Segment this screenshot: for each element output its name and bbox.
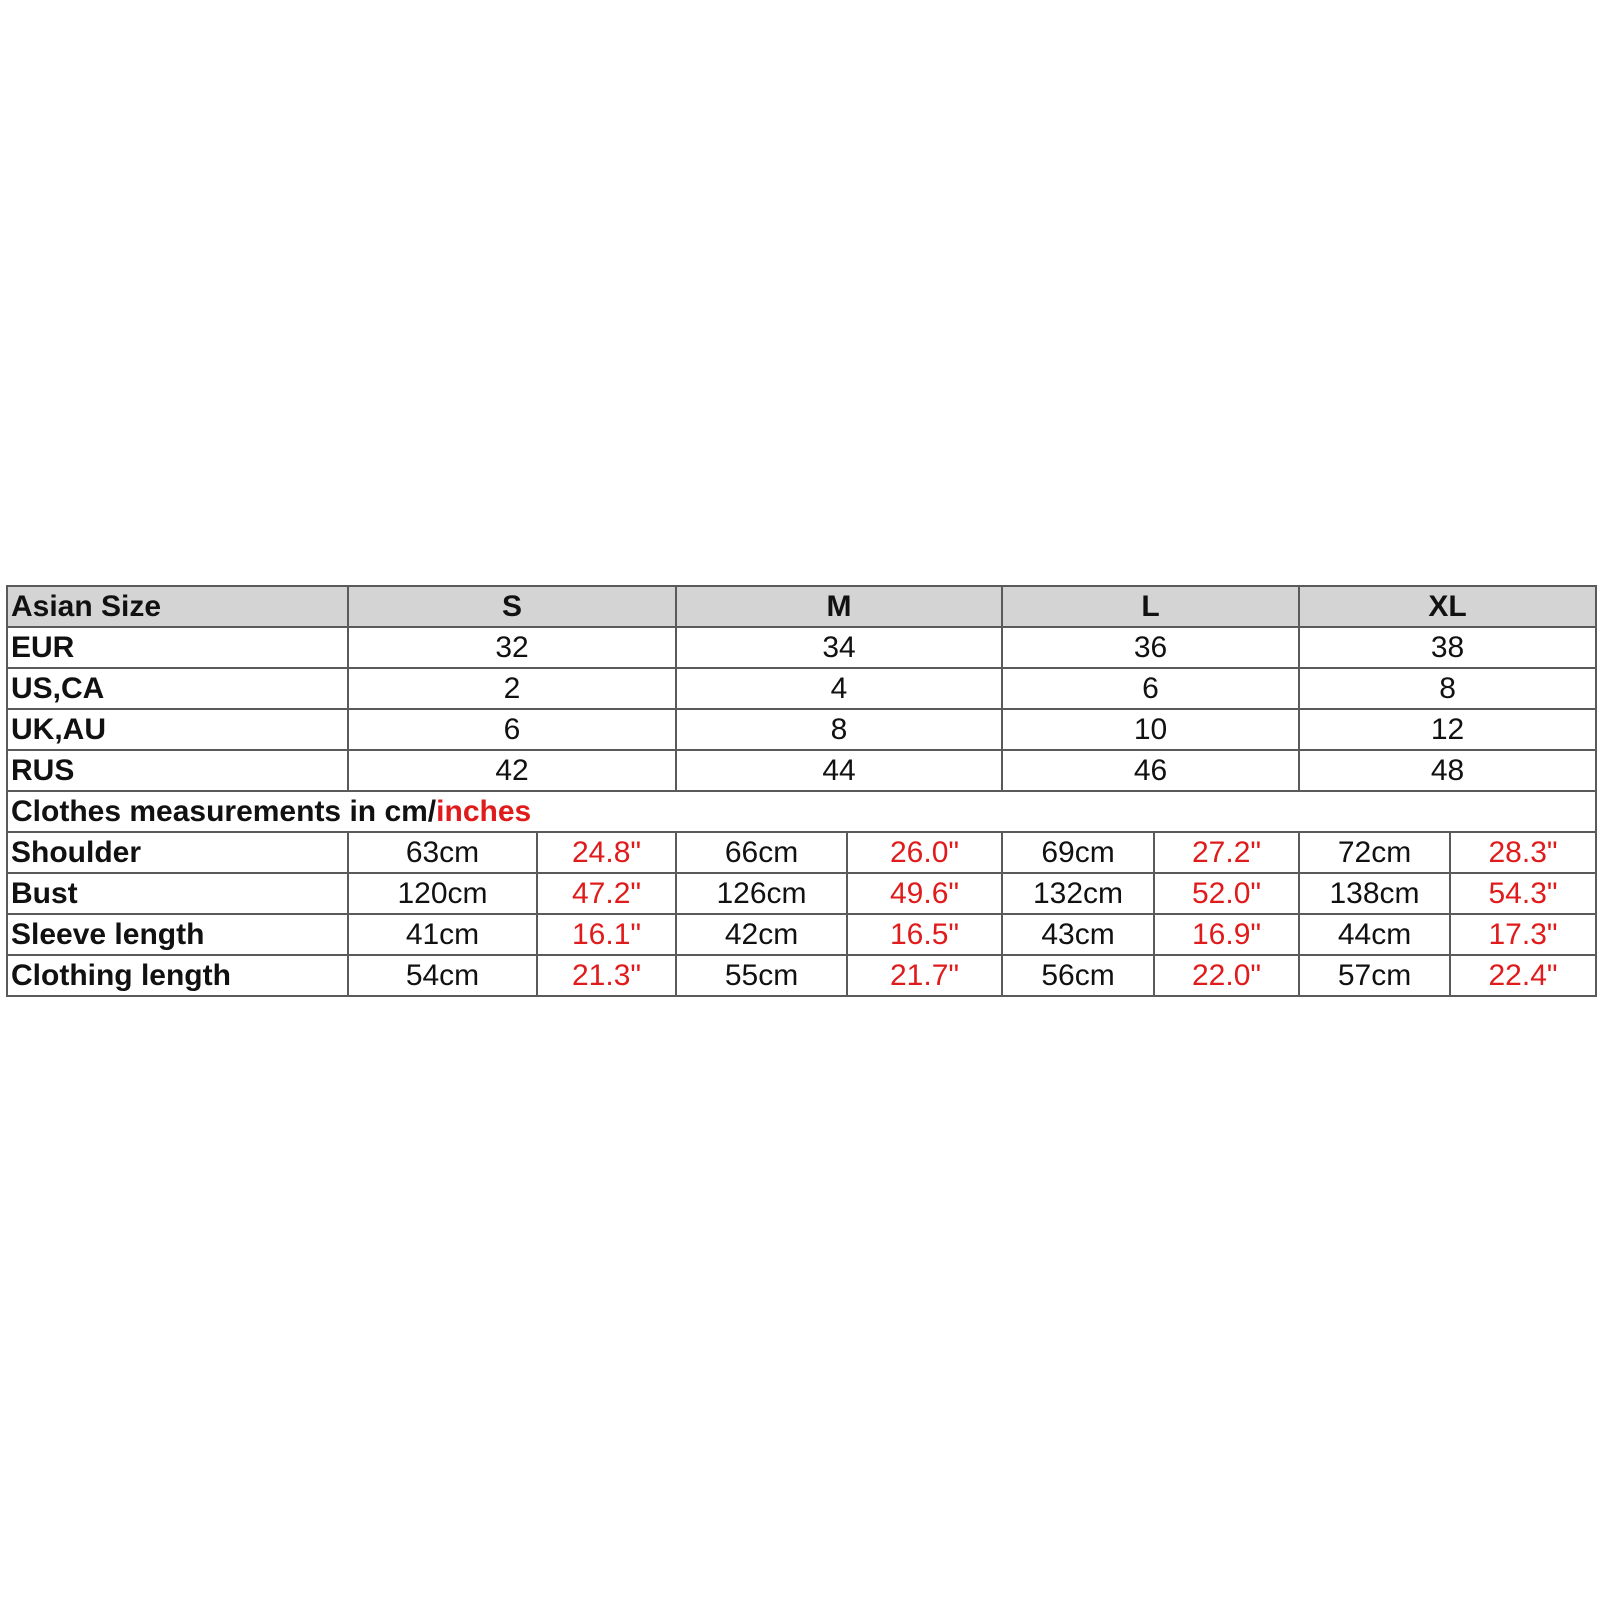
cm-cell: 69cm (1002, 832, 1154, 873)
row-label: US,CA (7, 668, 348, 709)
table-cell: 8 (676, 709, 1002, 750)
cm-cell: 66cm (676, 832, 847, 873)
table-cell: 32 (348, 627, 676, 668)
section-title-inches: inches (436, 795, 532, 828)
conversion-row-eur (7, 627, 1596, 668)
inch-cell: 16.9" (1154, 914, 1299, 955)
conversion-row-us-ca (7, 668, 1596, 709)
table-cell: 38 (1299, 627, 1596, 668)
table-cell: 34 (676, 627, 1002, 668)
conversion-row-rus (7, 750, 1596, 791)
table-cell: 2 (348, 668, 676, 709)
cm-cell: 63cm (348, 832, 537, 873)
measurement-row-clothing-length (7, 955, 1596, 996)
measurements-section-title (7, 791, 1596, 832)
table-cell: 6 (348, 709, 676, 750)
size-l-header: L (1002, 586, 1299, 627)
row-label: RUS (7, 750, 348, 791)
cm-cell: 132cm (1002, 873, 1154, 914)
inch-cell: 27.2" (1154, 832, 1299, 873)
cm-cell: 55cm (676, 955, 847, 996)
size-s-header: S (348, 586, 676, 627)
table-cell: 6 (1002, 668, 1299, 709)
row-label: Sleeve length (7, 914, 348, 955)
inch-cell: 54.3" (1450, 873, 1596, 914)
cm-cell: 57cm (1299, 955, 1450, 996)
measurement-row-bust (7, 873, 1596, 914)
inch-cell: 21.3" (537, 955, 676, 996)
table-cell: 12 (1299, 709, 1596, 750)
measurement-row-sleeve-length (7, 914, 1596, 955)
asian-size-label: Asian Size (7, 586, 348, 627)
cm-cell: 56cm (1002, 955, 1154, 996)
inch-cell: 49.6" (847, 873, 1002, 914)
row-label: Shoulder (7, 832, 348, 873)
cm-cell: 41cm (348, 914, 537, 955)
table-cell: 36 (1002, 627, 1299, 668)
table-cell: 4 (676, 668, 1002, 709)
cm-cell: 126cm (676, 873, 847, 914)
inch-cell: 16.1" (537, 914, 676, 955)
inch-cell: 28.3" (1450, 832, 1596, 873)
section-title-prefix: Clothes measurements in cm/ (11, 795, 437, 828)
row-label: Bust (7, 873, 348, 914)
size-header-row (7, 586, 1596, 627)
size-xl-header: XL (1299, 586, 1596, 627)
cm-cell: 72cm (1299, 832, 1450, 873)
inch-cell: 22.4" (1450, 955, 1596, 996)
size-chart-table (6, 585, 1597, 997)
inch-cell: 52.0" (1154, 873, 1299, 914)
inch-cell: 21.7" (847, 955, 1002, 996)
table-cell: 8 (1299, 668, 1596, 709)
cm-cell: 42cm (676, 914, 847, 955)
cm-cell: 54cm (348, 955, 537, 996)
measurements-section-row (7, 791, 1596, 832)
inch-cell: 24.8" (537, 832, 676, 873)
cm-cell: 43cm (1002, 914, 1154, 955)
inch-cell: 47.2" (537, 873, 676, 914)
inch-cell: 17.3" (1450, 914, 1596, 955)
cm-cell: 138cm (1299, 873, 1450, 914)
inch-cell: 22.0" (1154, 955, 1299, 996)
table-cell: 44 (676, 750, 1002, 791)
table-cell: 42 (348, 750, 676, 791)
table-cell: 10 (1002, 709, 1299, 750)
table-cell: 46 (1002, 750, 1299, 791)
inch-cell: 26.0" (847, 832, 1002, 873)
row-label: UK,AU (7, 709, 348, 750)
conversion-row-uk-au (7, 709, 1596, 750)
row-label: Clothing length (7, 955, 348, 996)
table-cell: 48 (1299, 750, 1596, 791)
inch-cell: 16.5" (847, 914, 1002, 955)
measurement-row-shoulder (7, 832, 1596, 873)
row-label: EUR (7, 627, 348, 668)
cm-cell: 44cm (1299, 914, 1450, 955)
cm-cell: 120cm (348, 873, 537, 914)
size-m-header: M (676, 586, 1002, 627)
